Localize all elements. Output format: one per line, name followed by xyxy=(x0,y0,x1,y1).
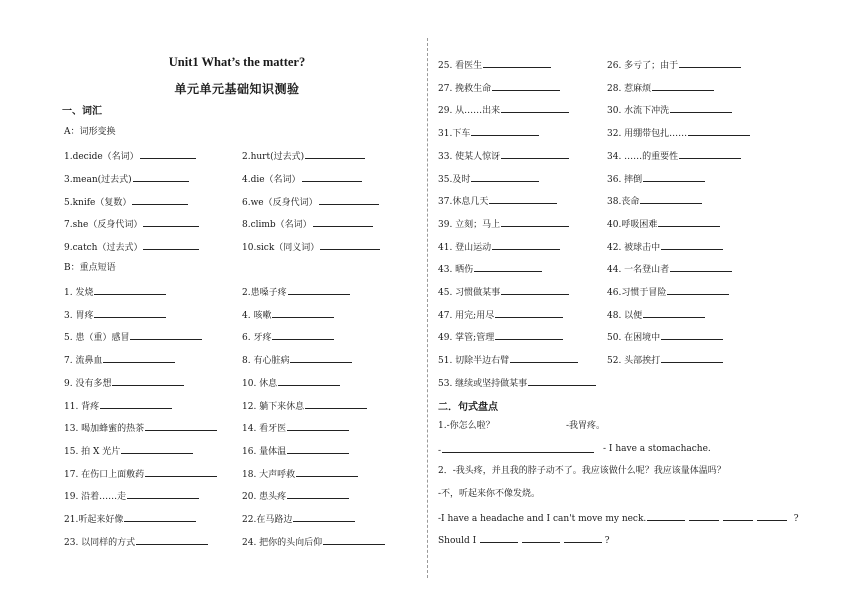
item-label: 6.we（反身代词） xyxy=(242,197,318,208)
item-label: 21.听起来好像 xyxy=(64,515,124,525)
fill-in-item xyxy=(438,103,569,117)
fill-in-item xyxy=(64,535,208,549)
item-label: 32. 用绷带包扎…… xyxy=(607,129,688,140)
item-label: 23. 以同样的方式 xyxy=(64,537,136,548)
item-label: 51. 切除半边右臂 xyxy=(438,356,510,367)
item-label: 19. 沿着……走 xyxy=(64,492,127,503)
item-label: 44. 一名登山者 xyxy=(607,265,670,276)
answer-blank[interactable] xyxy=(480,533,518,543)
fill-in-item xyxy=(242,467,358,481)
item-label: 42. 被球击中 xyxy=(607,242,661,253)
answer-blank[interactable] xyxy=(689,511,719,521)
fill-in-item xyxy=(607,353,723,367)
answer-blank[interactable] xyxy=(103,353,175,363)
item-label: 43. 晒伤 xyxy=(438,265,474,276)
fill-in-item xyxy=(242,172,362,186)
answer-blank[interactable] xyxy=(145,421,217,431)
should-label: Should I xyxy=(438,536,477,546)
answer-blank[interactable] xyxy=(305,399,367,409)
sentence-2-english-row xyxy=(438,511,799,525)
item-label: 18. 大声呼救 xyxy=(242,469,296,480)
fill-in-item xyxy=(438,58,551,72)
item-label: 7. 流鼻血 xyxy=(64,356,103,367)
fill-in-item xyxy=(64,172,189,186)
answer-blank[interactable] xyxy=(640,194,702,204)
answer-blank[interactable] xyxy=(320,240,380,250)
fill-in-item xyxy=(607,172,705,186)
answer-blank[interactable] xyxy=(121,444,193,454)
item-label: 31.下车 xyxy=(438,129,471,140)
item-label: 4.die（名词） xyxy=(242,174,301,185)
item-label: 30. 水流下冲洗 xyxy=(607,106,670,117)
fill-in-item xyxy=(438,353,578,367)
answer-blank[interactable] xyxy=(124,512,196,522)
answer-blank[interactable] xyxy=(564,533,602,543)
answer-blank[interactable] xyxy=(670,103,732,113)
item-label: 6. 牙疼 xyxy=(242,333,272,344)
fill-in-item xyxy=(64,376,184,390)
answer-blank[interactable] xyxy=(136,535,208,545)
answer-blank[interactable] xyxy=(100,399,172,409)
item-label: 1.decide（名词） xyxy=(64,152,139,162)
answer-blank[interactable] xyxy=(127,489,199,499)
dash-label: - xyxy=(438,446,442,456)
answer-blank[interactable] xyxy=(133,172,189,182)
answer-blank[interactable] xyxy=(112,376,184,386)
subsection-key-phrases: B：重点短语 xyxy=(64,263,116,273)
sentence-1-english-blank-row xyxy=(438,443,594,457)
sentence-2-english: -I have a headache and I can't move my neck. xyxy=(438,514,647,524)
fill-in-item xyxy=(242,535,385,549)
item-label: 12. 躺下来休息 xyxy=(242,401,305,412)
answer-blank[interactable] xyxy=(679,58,741,68)
sentence-2-question: 2．-我头疼，并且我的脖子动不了。我应该做什么呢？我应该量体温吗？ xyxy=(438,466,726,476)
item-label: 37.休息几天 xyxy=(438,197,489,208)
answer-blank[interactable] xyxy=(293,512,355,522)
fill-in-item xyxy=(242,489,349,503)
answer-blank[interactable] xyxy=(483,58,551,68)
fill-in-item xyxy=(607,217,720,231)
answer-blank[interactable] xyxy=(140,149,196,159)
fill-in-item xyxy=(64,330,202,344)
answer-blank[interactable] xyxy=(302,172,362,182)
fill-in-item xyxy=(64,353,175,367)
answer-blank[interactable] xyxy=(510,353,578,363)
fill-in-item xyxy=(607,103,732,117)
fill-in-item xyxy=(242,512,355,526)
fill-in-item xyxy=(438,240,560,254)
fill-in-item xyxy=(438,126,539,140)
answer-blank[interactable] xyxy=(670,262,732,272)
fill-in-item xyxy=(607,285,729,299)
item-label: 3.mean(过去式) xyxy=(64,174,132,185)
answer-blank[interactable] xyxy=(272,330,334,340)
sentence-2-should-row xyxy=(438,533,610,547)
item-label: 7.she（反身代词） xyxy=(64,220,143,231)
answer-blank[interactable] xyxy=(679,149,741,159)
fill-in-item xyxy=(438,262,542,276)
answer-blank[interactable] xyxy=(272,308,334,318)
item-label: 9.catch（过去式） xyxy=(64,243,143,254)
answer-blank[interactable] xyxy=(495,330,563,340)
answer-blank[interactable] xyxy=(471,126,539,136)
answer-blank[interactable] xyxy=(723,511,753,521)
answer-blank[interactable] xyxy=(288,285,350,295)
answer-blank[interactable] xyxy=(319,195,379,205)
item-label: 4. 咳嗽 xyxy=(242,310,272,321)
item-label: 49. 掌管;管理 xyxy=(438,333,495,344)
section-sentences-heading: 二．句式盘点 xyxy=(438,402,498,413)
answer-blank[interactable] xyxy=(667,285,729,295)
sentence-1-english: - I have a stomachache. xyxy=(603,444,711,454)
fill-in-item xyxy=(64,467,217,481)
subsection-word-forms: A：词形变换 xyxy=(64,127,116,137)
fill-in-item xyxy=(607,262,732,276)
answer-blank[interactable] xyxy=(94,285,166,295)
answer-blank[interactable] xyxy=(130,330,202,340)
fill-in-item xyxy=(64,240,199,254)
item-label: 8. 有心脏病 xyxy=(242,356,290,367)
item-label: 26. 多亏了；由于 xyxy=(607,61,679,71)
question-mark: ? xyxy=(793,514,799,524)
item-label: 28. 惹麻烦 xyxy=(607,83,652,94)
fill-in-item xyxy=(242,421,349,435)
fill-in-item xyxy=(64,308,166,322)
section-vocabulary-heading: 一、词汇 xyxy=(62,106,102,117)
answer-blank[interactable] xyxy=(145,467,217,477)
item-label: 40.呼吸困难 xyxy=(607,219,658,230)
item-label: 27. 挽救生命 xyxy=(438,83,492,94)
fill-in-item xyxy=(242,444,349,458)
answer-blank[interactable] xyxy=(501,285,569,295)
fill-in-item xyxy=(64,421,217,435)
fill-in-item xyxy=(438,308,563,322)
answer-blank[interactable] xyxy=(313,217,373,227)
answer-blank[interactable] xyxy=(442,443,594,453)
item-label: 33. 使某人惊讶 xyxy=(438,151,501,162)
answer-blank[interactable] xyxy=(661,330,723,340)
item-label: 11. 背疼 xyxy=(64,401,100,412)
answer-blank[interactable] xyxy=(278,376,340,386)
fill-in-item xyxy=(438,81,560,95)
answer-blank[interactable] xyxy=(647,511,685,521)
fill-in-item xyxy=(64,285,166,299)
fill-in-item xyxy=(607,194,702,208)
answer-blank[interactable] xyxy=(688,126,750,136)
sentence-1-answer: -我胃疼。 xyxy=(566,421,606,431)
fill-in-item xyxy=(242,195,379,209)
answer-blank[interactable] xyxy=(132,195,188,205)
answer-blank[interactable] xyxy=(757,511,787,521)
fill-in-item xyxy=(64,444,193,458)
item-label: 34. ……的重要性 xyxy=(607,151,679,162)
answer-blank[interactable] xyxy=(652,81,714,91)
answer-blank[interactable] xyxy=(94,308,166,318)
answer-blank[interactable] xyxy=(492,81,560,91)
fill-in-item xyxy=(607,126,750,140)
item-label: 5.knife（复数） xyxy=(64,197,132,208)
item-label: 45. 习惯做某事 xyxy=(438,288,501,298)
item-label: 2.患嗓子疼 xyxy=(242,288,287,298)
fill-in-item xyxy=(242,308,334,322)
answer-blank[interactable] xyxy=(501,149,569,159)
fill-in-item xyxy=(242,149,365,163)
item-label: 15. 拍 X 光片 xyxy=(64,446,121,457)
item-label: 22.在马路边 xyxy=(242,515,293,525)
fill-in-item xyxy=(607,58,741,72)
test-title: 单元单元基础知识测验 xyxy=(174,82,300,96)
answer-blank[interactable] xyxy=(323,535,385,545)
fill-in-item xyxy=(64,217,199,231)
item-label: 20. 患头疼 xyxy=(242,492,287,503)
fill-in-item xyxy=(438,149,569,163)
answer-blank[interactable] xyxy=(471,172,539,182)
fill-in-item xyxy=(607,308,705,322)
fill-in-item xyxy=(242,330,334,344)
item-label: 16. 量体温 xyxy=(242,446,287,457)
answer-blank[interactable] xyxy=(287,489,349,499)
answer-blank[interactable] xyxy=(528,376,596,386)
answer-blank[interactable] xyxy=(287,421,349,431)
sentence-2-answer: -不，听起来你不像发烧。 xyxy=(438,489,541,499)
fill-in-item xyxy=(242,217,373,231)
fill-in-item xyxy=(438,194,557,208)
item-label: 8.climb（名词） xyxy=(242,220,312,231)
answer-blank[interactable] xyxy=(643,308,705,318)
item-label: 14. 看牙医 xyxy=(242,424,287,435)
fill-in-item xyxy=(242,285,350,299)
fill-in-item xyxy=(64,399,172,413)
answer-blank[interactable] xyxy=(143,240,199,250)
answer-blank[interactable] xyxy=(661,240,723,250)
item-label: 41. 登山运动 xyxy=(438,242,492,253)
fill-in-item xyxy=(64,512,196,526)
answer-blank[interactable] xyxy=(287,444,349,454)
item-label: 38.丧命 xyxy=(607,197,640,208)
item-label: 35.及时 xyxy=(438,174,471,185)
item-label: 13. 喝加蜂蜜的热茶 xyxy=(64,424,145,435)
item-label: 3. 胃疼 xyxy=(64,310,94,321)
item-label: 25. 看医生 xyxy=(438,61,483,71)
fill-in-item xyxy=(607,149,741,163)
answer-blank[interactable] xyxy=(474,262,542,272)
item-label: 29. 从……出来 xyxy=(438,106,501,117)
fill-in-item xyxy=(242,376,340,390)
item-label: 2.hurt(过去式) xyxy=(242,152,305,162)
answer-blank[interactable] xyxy=(522,533,560,543)
item-label: 47. 用完;用尽 xyxy=(438,310,495,321)
item-label: 24. 把你的头向后仰 xyxy=(242,537,323,548)
fill-in-item xyxy=(64,489,199,503)
fill-in-item xyxy=(438,376,596,390)
item-label: 52. 头部挨打 xyxy=(607,356,661,367)
answer-blank[interactable] xyxy=(501,217,569,227)
fill-in-item xyxy=(607,330,723,344)
item-label: 46.习惯于冒险 xyxy=(607,288,667,298)
fill-in-item xyxy=(438,285,569,299)
item-label: 10.sick（同义词） xyxy=(242,243,320,254)
answer-blank[interactable] xyxy=(489,194,557,204)
item-label: 36. 摔倒 xyxy=(607,174,643,185)
answer-blank[interactable] xyxy=(661,353,723,363)
item-label: 48. 以便 xyxy=(607,310,643,321)
item-label: 1. 发烧 xyxy=(64,288,94,298)
answer-blank[interactable] xyxy=(290,353,352,363)
answer-blank[interactable] xyxy=(501,103,569,113)
item-label: 10. 休息 xyxy=(242,378,278,389)
column-divider xyxy=(427,38,428,578)
item-label: 17. 在伤口上面敷药 xyxy=(64,469,145,480)
fill-in-item xyxy=(438,217,569,231)
fill-in-item xyxy=(242,353,352,367)
sentence-1-question: 1.-你怎么啦？ xyxy=(438,421,495,431)
item-label: 5. 患（重）感冒 xyxy=(64,333,130,344)
item-label: 50. 在困境中 xyxy=(607,333,661,344)
answer-blank[interactable] xyxy=(296,467,358,477)
fill-in-item xyxy=(242,399,367,413)
question-mark: ? xyxy=(604,536,610,546)
fill-in-item xyxy=(607,240,723,254)
answer-blank[interactable] xyxy=(143,217,199,227)
unit-title: Unit1 What’s the matter? xyxy=(168,55,306,69)
fill-in-item xyxy=(64,149,196,163)
answer-blank[interactable] xyxy=(492,240,560,250)
fill-in-item xyxy=(607,81,714,95)
item-label: 53. 继续或坚持做某事 xyxy=(438,378,528,389)
answer-blank[interactable] xyxy=(658,217,720,227)
item-label: 39. 立刻；马上 xyxy=(438,219,501,230)
fill-in-item xyxy=(64,195,188,209)
fill-in-item xyxy=(438,330,563,344)
fill-in-item xyxy=(438,172,539,186)
answer-blank[interactable] xyxy=(495,308,563,318)
item-label: 9. 没有多想 xyxy=(64,378,112,389)
answer-blank[interactable] xyxy=(305,149,365,159)
fill-in-item xyxy=(242,240,380,254)
answer-blank[interactable] xyxy=(643,172,705,182)
